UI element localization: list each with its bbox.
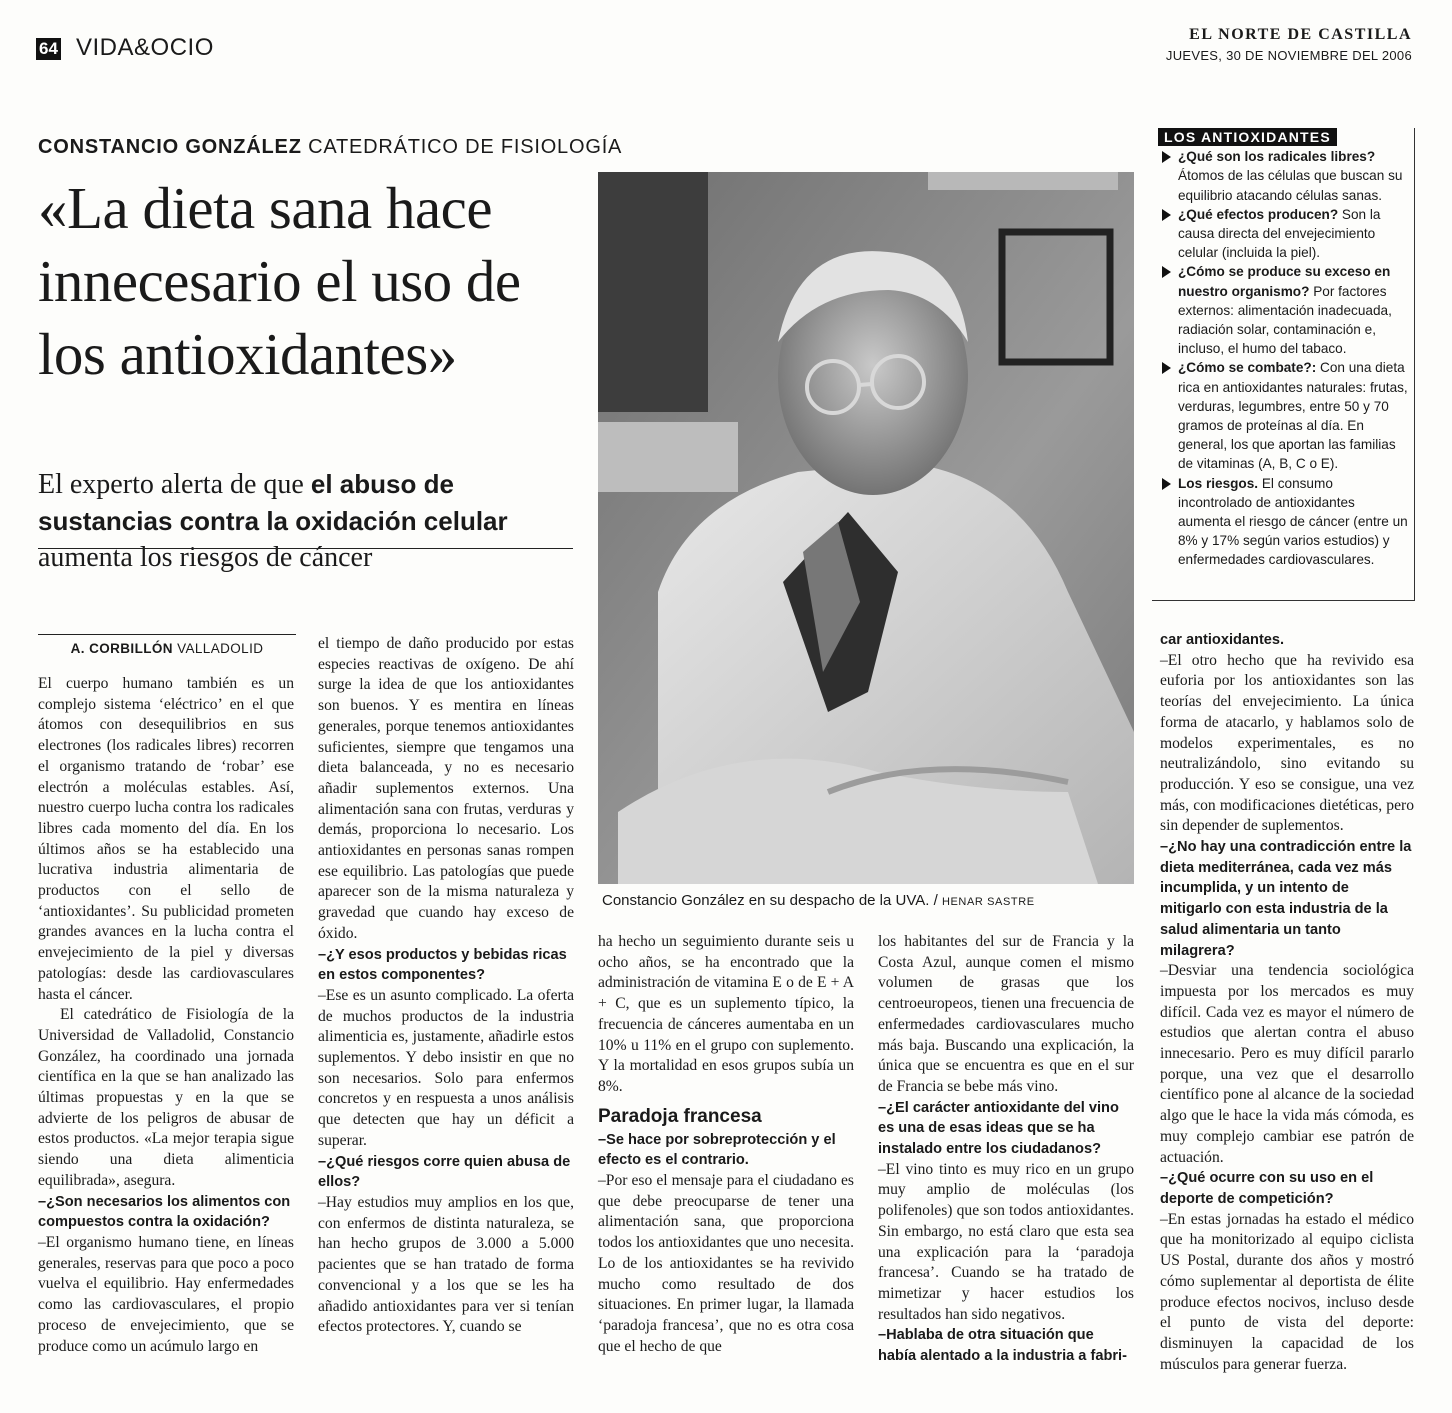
sidebar-answer: Con una dieta rica en antioxidantes naturales: frutas, verduras, legumbres, entre 50 y 70 gramos de proteínas al día. En general, los que aportan las familias de vitaminas (A, B, C o E). [1178, 360, 1408, 472]
interview-question: –Hablaba de otra situación que había alentado a la industria a fabri- [878, 1327, 1127, 1365]
interview-question: –¿No hay una contradicción entre la dieta mediterránea, cada vez más incumplida, y un intento de mitigarlo con esta industria de la salud alimentaria un tanto milagrera? [1160, 839, 1412, 959]
kicker-name: CONSTANCIO GONZÁLEZ [38, 136, 302, 158]
photo-caption-line [602, 892, 1035, 909]
sidebar-title: LOS ANTIOXIDANTES [1158, 128, 1337, 146]
body-paragraph: –En estas jornadas ha estado el médico que ha monitorizado al equipo ciclista US Postal, durante dos años y mostró cómo suplementar al deportista de élite produce efectos nocivos, incluso desde el punto de vista del deporte: disminuyen la capacidad de los músculos para generar fuerza. [1160, 1210, 1414, 1373]
portrait-photo [598, 172, 1134, 884]
interview-question: car antioxidantes. [1160, 632, 1285, 648]
sidebar-answer: Átomos de las células que buscan su equilibrio atacando células sanas. [1178, 168, 1403, 203]
sidebar-answer: Por factores externos: alimentación inadecuada, radiación solar, contaminación e, incluso, el humo del tabaco. [1178, 283, 1392, 357]
author-place: VALLADOLID [177, 641, 264, 656]
body-column-3 [598, 932, 854, 1357]
sidebar-question: ¿Cómo se combate?: [1178, 360, 1317, 376]
subheadline [38, 466, 578, 576]
author-name: A. CORBILLÓN [70, 641, 173, 656]
sidebar-question: Los riesgos. [1178, 475, 1259, 491]
sidebar-box [1152, 128, 1415, 601]
subhead-bold: el abuso de sustancias contra la oxidación celular [38, 469, 508, 536]
body-paragraph: El catedrático de Fisiología de la Universidad de Valladolid, Constancio González, ha coordinado una jornada científica en la que se han analizado las últimas propuestas y en la que se advierte de los peligros de abusar de estos productos. «La mejor terapia sigue siendo una dieta alimenticia equilibrada», asegura. [38, 1006, 294, 1189]
kicker-role: CATEDRÁTICO DE FISIOLOGÍA [308, 136, 623, 158]
subhead-divider [38, 548, 573, 549]
author-line [38, 634, 296, 656]
body-column-1 [38, 674, 294, 1357]
body-paragraph: –El otro hecho que ha revivido esa euforia por los antioxidantes son las teorías del envejecimiento. La única forma de atacarlo, y hablamos solo de modelos experimentales, es no neutralizándolo, sino evitando su producción. Y eso se consigue, una vez más, con modificaciones dietéticas, pero sin depender de suplementos. [1160, 651, 1414, 835]
body-paragraph: El cuerpo humano también es un complejo sistema ‘eléctrico’ en el que átomos con desequilibrios en sus electrones (los radicales libres) recorren el organismo tratando de ‘robar’ ese electrón a moléculas estables. Así, nuestro cuerpo lucha contra los radicales libres cada momento del día. En los últimos años se ha establecido una lucrativa industria alimentaria de productos con el sello de ‘antioxidantes’. Su publicidad prometen grandes avances en la lucha contra el envejecimiento de la piel y diversas patologías: desde las cardiovasculares hasta el cáncer. [38, 675, 294, 1003]
body-paragraph: –Desviar una tendencia sociológica impuesta por los mercados es muy difícil. Cada vez es mayor el número de estudios que alertan contra el abuso innecesario. Pero es muy difícil pararlo porque, una vez que el desarrollo científico pone al alcance de la sociedad algo que le hace la vida más cómoda, es muy complejo cambiar ese patrón de actuación. [1160, 962, 1414, 1166]
sidebar-question: ¿Cómo se produce su exceso en nuestro organismo? [1178, 264, 1391, 299]
bullet-triangle-icon [1162, 478, 1171, 490]
interview-question: –¿Qué ocurre con su uso en el deporte de competición? [1160, 1170, 1374, 1207]
interview-question: –¿Qué riesgos corre quien abusa de ellos? [318, 1153, 571, 1191]
bullet-triangle-icon [1162, 151, 1171, 163]
body-column-2 [318, 634, 574, 1338]
sidebar-item [1152, 262, 1414, 358]
newspaper-name: EL NORTE DE CASTILLA [1189, 26, 1412, 43]
body-paragraph: ha hecho un seguimiento durante seis u ocho años, se ha encontrado que la administración de vitamina E o de E + A + C, que es un suplemento típico, la frecuencia de cánceres aumentaba en un 10% u 11% en el grupo con suplemento. Y la mortalidad en esos grupos subía un 8%. [598, 933, 854, 1095]
body-column-5 [1160, 630, 1414, 1375]
subhead-intro: El experto alerta de que [38, 469, 304, 500]
body-paragraph: los habitantes del sur de Francia y la Costa Azul, aunque comen el mismo volumen de grasas que los centroeuropeos, tienen una frecuencia de enfermedades cardiovasculares mucho más baja. Buscando una explicación, la única que se encuentra es que en el sur de Francia se bebe más vino. [878, 933, 1134, 1095]
caption-slash: / [933, 892, 942, 909]
bullet-triangle-icon [1162, 362, 1171, 374]
interview-question: –¿Y esos productos y bebidas ricas en estos componentes? [318, 946, 567, 984]
interview-question: –¿El carácter antioxidante del vino es una de esas ideas que se ha instalado entre los ciudadanos? [878, 1099, 1119, 1158]
body-paragraph: el tiempo de daño producido por estas especies reactivas de oxígeno. De ahí surge la idea de que los antioxidantes son buenos. Y es mentira en líneas generales, porque tenemos antioxidantes suficientes, siempre que tengamos una dieta balanceada, y no es necesario añadir suplementos externos. Una alimentación sana con frutas, verduras y demás, proporciona lo necesario. Los antioxidantes en personas sanas rompen ese equilibrio. Las patologías que puede aparecer son de la misma naturaleza y gravedad que cuando hay exceso de óxido. [318, 635, 574, 942]
bullet-triangle-icon [1162, 209, 1171, 221]
photo-caption: Constancio González en su despacho de la UVA. [602, 892, 930, 909]
interview-question: –¿Son necesarios los alimentos con compuestos contra la oxidación? [38, 1193, 291, 1231]
portrait-illustration [598, 172, 1134, 884]
sidebar-item [1152, 474, 1414, 570]
issue-date: JUEVES, 30 DE NOVIEMBRE DEL 2006 [1165, 48, 1412, 63]
bullet-triangle-icon [1162, 266, 1171, 278]
sidebar-question: ¿Qué efectos producen? [1178, 206, 1339, 222]
body-paragraph: –Ese es un asunto complicado. La oferta de muchos productos de la industria alimenticia es, justamente, añadirle estos suplementos. Y debo insistir en que no son necesarios. Solo para enfermos concretos y en respuesta a unos análisis que detecten que hay un déficit a superar. [318, 986, 574, 1149]
subhead-end: aumenta los riesgos de cáncer [38, 542, 373, 573]
headline: «La dieta sana hace innecesario el uso de los antioxidantes» [38, 175, 521, 387]
page-number: 64 [36, 38, 61, 60]
body-column-4 [878, 932, 1134, 1367]
sidebar-item [1152, 205, 1414, 263]
sidebar-answer: Son la causa directa del envejecimiento celular (incluida la piel). [1178, 206, 1381, 261]
sidebar-item [1152, 358, 1414, 473]
body-paragraph: –Hay estudios muy amplios en los que, con enfermos de distinta naturaleza, se han hecho grupos de 3.000 a 5.000 pacientes que se han tratado de forma convencional y a los que se les ha añadido antioxidantes para ver si tenían efectos protectores. Y, cuando se [318, 1193, 574, 1336]
photo-credit: HENAR SASTRE [941, 896, 1035, 908]
crosshead: Paradoja francesa [598, 1105, 762, 1127]
body-paragraph: –Por eso el mensaje para el ciudadano es que debe preocuparse de tener una alimentación sana, que proporciona todos los antioxidantes que uno necesita. Lo de los antioxidantes se ha revivido mucho como resultado de dos situaciones. En primer lugar, la llamada ‘paradoja francesa’, que no es otra cosa que el hecho de que [598, 1172, 854, 1355]
sidebar-item [1152, 147, 1414, 205]
body-paragraph: –El vino tinto es muy rico en un grupo muy amplio de moléculas (los polifenoles) que son todos antioxidantes. Sin embargo, no está claro que esta sea una explicación para la ‘paradoja francesa’. Cuando se ha tratado de mimetizar y hacer estudios los resultados han sido negativos. [878, 1160, 1134, 1323]
sidebar-question: ¿Qué son los radicales libres? [1178, 149, 1376, 165]
kicker [38, 136, 622, 159]
sidebar-answer: El consumo incontrolado de antioxidantes aumenta el riesgo de cáncer (entre un 8% y 17% según varios estudios) y enfermedades cardiovasculares. [1178, 475, 1408, 568]
interview-question: –Se hace por sobreprotección y el efecto es el contrario. [598, 1131, 836, 1169]
body-paragraph: –El organismo humano tiene, en líneas generales, reservas para que poco a poco vuelva el equilibrio. Hay enfermedades como las cardiovasculares, el propio proceso de envejecimiento, que se produce como un acúmulo largo en [38, 1233, 294, 1355]
section-name: VIDA&OCIO [76, 34, 214, 61]
